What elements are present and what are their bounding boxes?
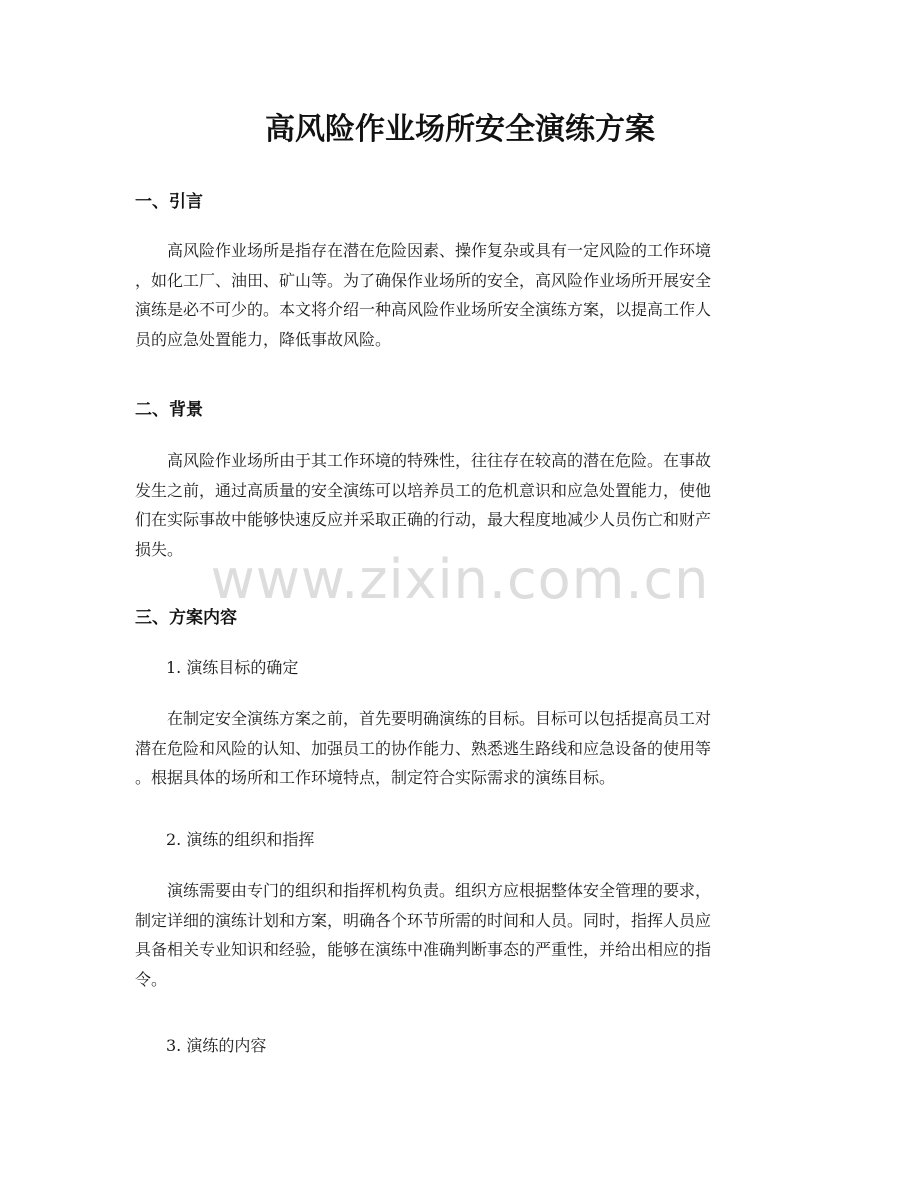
paragraph-line: 在制定安全演练方案之前，首先要明确演练的目标。目标可以包括提高员工对	[167, 709, 712, 728]
paragraph-line: 发生之前，通过高质量的安全演练可以培养员工的危机意识和应急处置能力，使他	[135, 480, 712, 500]
paragraph-line: 演练需要由专门的组织和指挥机构负责。组织方应根据整体安全管理的要求，	[167, 881, 712, 900]
section-heading-introduction: 一、引言	[135, 192, 203, 212]
paragraph-drill-goals	[135, 704, 787, 793]
section-heading-background: 二、背景	[135, 400, 203, 420]
subitem-title-drill-content: 3. 演练的内容	[166, 1036, 267, 1055]
paragraph-introduction	[135, 236, 787, 354]
paragraph-background	[135, 446, 787, 564]
subitem-title-drill-goals: 1. 演练目标的确定	[166, 658, 299, 677]
paragraph-line: 高风险作业场所由于其工作环境的特殊性，往往存在较高的潜在危险。在事故	[167, 451, 712, 470]
document-title: 高风险作业场所安全演练方案	[265, 112, 655, 147]
paragraph-line: 制定详细的演练计划和方案，明确各个环节所需的时间和人员。同时，指挥人员应	[135, 910, 712, 930]
subitem-title-drill-organization: 2. 演练的组织和指挥	[166, 830, 315, 849]
paragraph-line: 高风险作业场所是指存在潜在危险因素、操作复杂或具有一定风险的工作环境	[167, 241, 712, 260]
section-heading-plan-content: 三、方案内容	[135, 608, 237, 628]
paragraph-line: 员的应急处置能力，降低事故风险。	[135, 329, 392, 349]
watermark: www.zixin.com.cn	[210, 548, 710, 611]
paragraph-line: 损失。	[135, 539, 184, 559]
paragraph-line: 潜在危险和风险的认知、加强员工的协作能力、熟悉逃生路线和应急设备的使用等	[135, 738, 712, 758]
paragraph-line: 演练是必不可少的。本文将介绍一种高风险作业场所安全演练方案，以提高工作人	[135, 300, 712, 319]
paragraph-line: 们在实际事故中能够快速反应并采取正确的行动，最大程度地减少人员伤亡和财产	[135, 510, 712, 529]
paragraph-line: 具备相关专业知识和经验，能够在演练中准确判断事态的严重性，并给出相应的指	[135, 940, 712, 959]
paragraph-line: 令。	[135, 969, 168, 989]
paragraph-line: ，如化工厂、油田、矿山等。为了确保作业场所的安全，高风险作业场所开展安全	[135, 270, 712, 290]
paragraph-line: 。根据具体的场所和工作环境特点，制定符合实际需求的演练目标。	[135, 768, 616, 787]
paragraph-drill-organization	[135, 876, 787, 994]
